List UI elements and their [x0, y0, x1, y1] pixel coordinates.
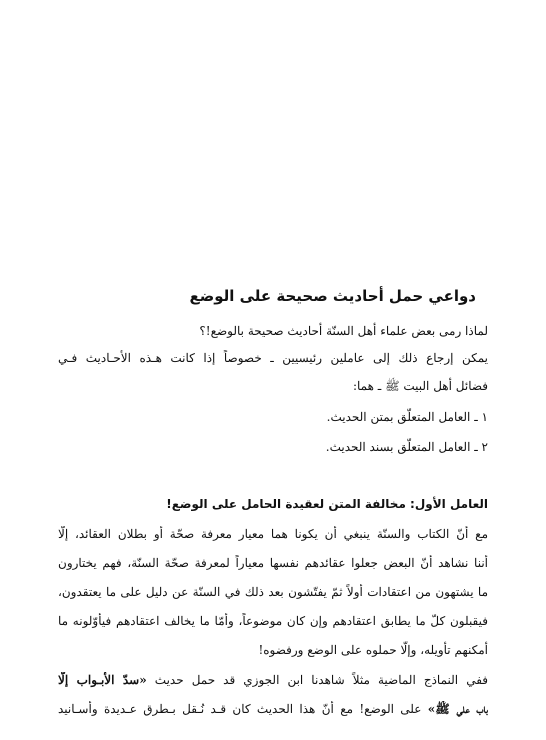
factor-list-item-2: ٢ ـ العامل المتعلّق بسند الحديث.: [325, 440, 488, 454]
intro-line-3: فضائل أهل البيت ﷺ ـ هما:: [352, 379, 488, 393]
factor1-title: العامل الأول: مخالفة المتن لعقيدة الحامل على الوضع!: [166, 497, 488, 511]
intro-line-2: يمكن إرجاع ذلك إلى عاملين رئيسيين ـ خصوصاً إذا كانت هـذه الأحـاديث فـي: [58, 351, 488, 365]
example-line-1: [58, 672, 488, 688]
factor-list-item-1: ١ ـ العامل المتعلّق بمتن الحديث.: [326, 410, 488, 424]
example-text-1: ففي النماذج الماضية مثلاً شاهدنا ابن الجوزي قد حمل حديث: [154, 673, 488, 687]
section-title: دواعي حمل أحاديث صحيحة على الوضع: [189, 287, 476, 305]
factor1-line-5: أمكنهم تأويله، وإلّا حملوه على الوضع ورفضوه!: [258, 643, 488, 657]
factor1-line-3: ما يشتهون من اعتقادات أولاً ثمّ يفتّشون بعد ذلك في السنّة عن دليل على ما يعتقدون،: [58, 585, 488, 599]
factor1-line-1: مع أنّ الكتاب والسنّة ينبغي أن يكونا هما معيار معرفة صحّة أو بطلان العقائد، إلّا: [58, 527, 488, 541]
factor1-line-2: أننا نشاهد أنّ البعض جعلوا عقائدهم نفسها معياراً لمعرفة صحّة السنّة، فهم يختارون: [58, 556, 488, 570]
factor1-line-4: فيقبلون كلّ ما يطابق اعتقادهم وإن كان موضوعاً، وأمّا ما يخالف اعتقادهم فيأوّلونه ما: [58, 614, 488, 628]
intro-question: لماذا رمى بعض علماء أهل السنّة أحاديث صحيحة بالوضع!؟: [199, 324, 488, 338]
example-line-2: [58, 701, 488, 717]
hadith-quote-1: «سدّ الأبـواب إلّا: [58, 673, 147, 687]
hadith-quote-2: باب علي ﷺ»: [427, 702, 488, 716]
example-text-2: على الوضع! مع أنّ هذا الحديث كان قـد نُـقل بـطرق عـديدة وأسـانيد: [58, 702, 422, 716]
